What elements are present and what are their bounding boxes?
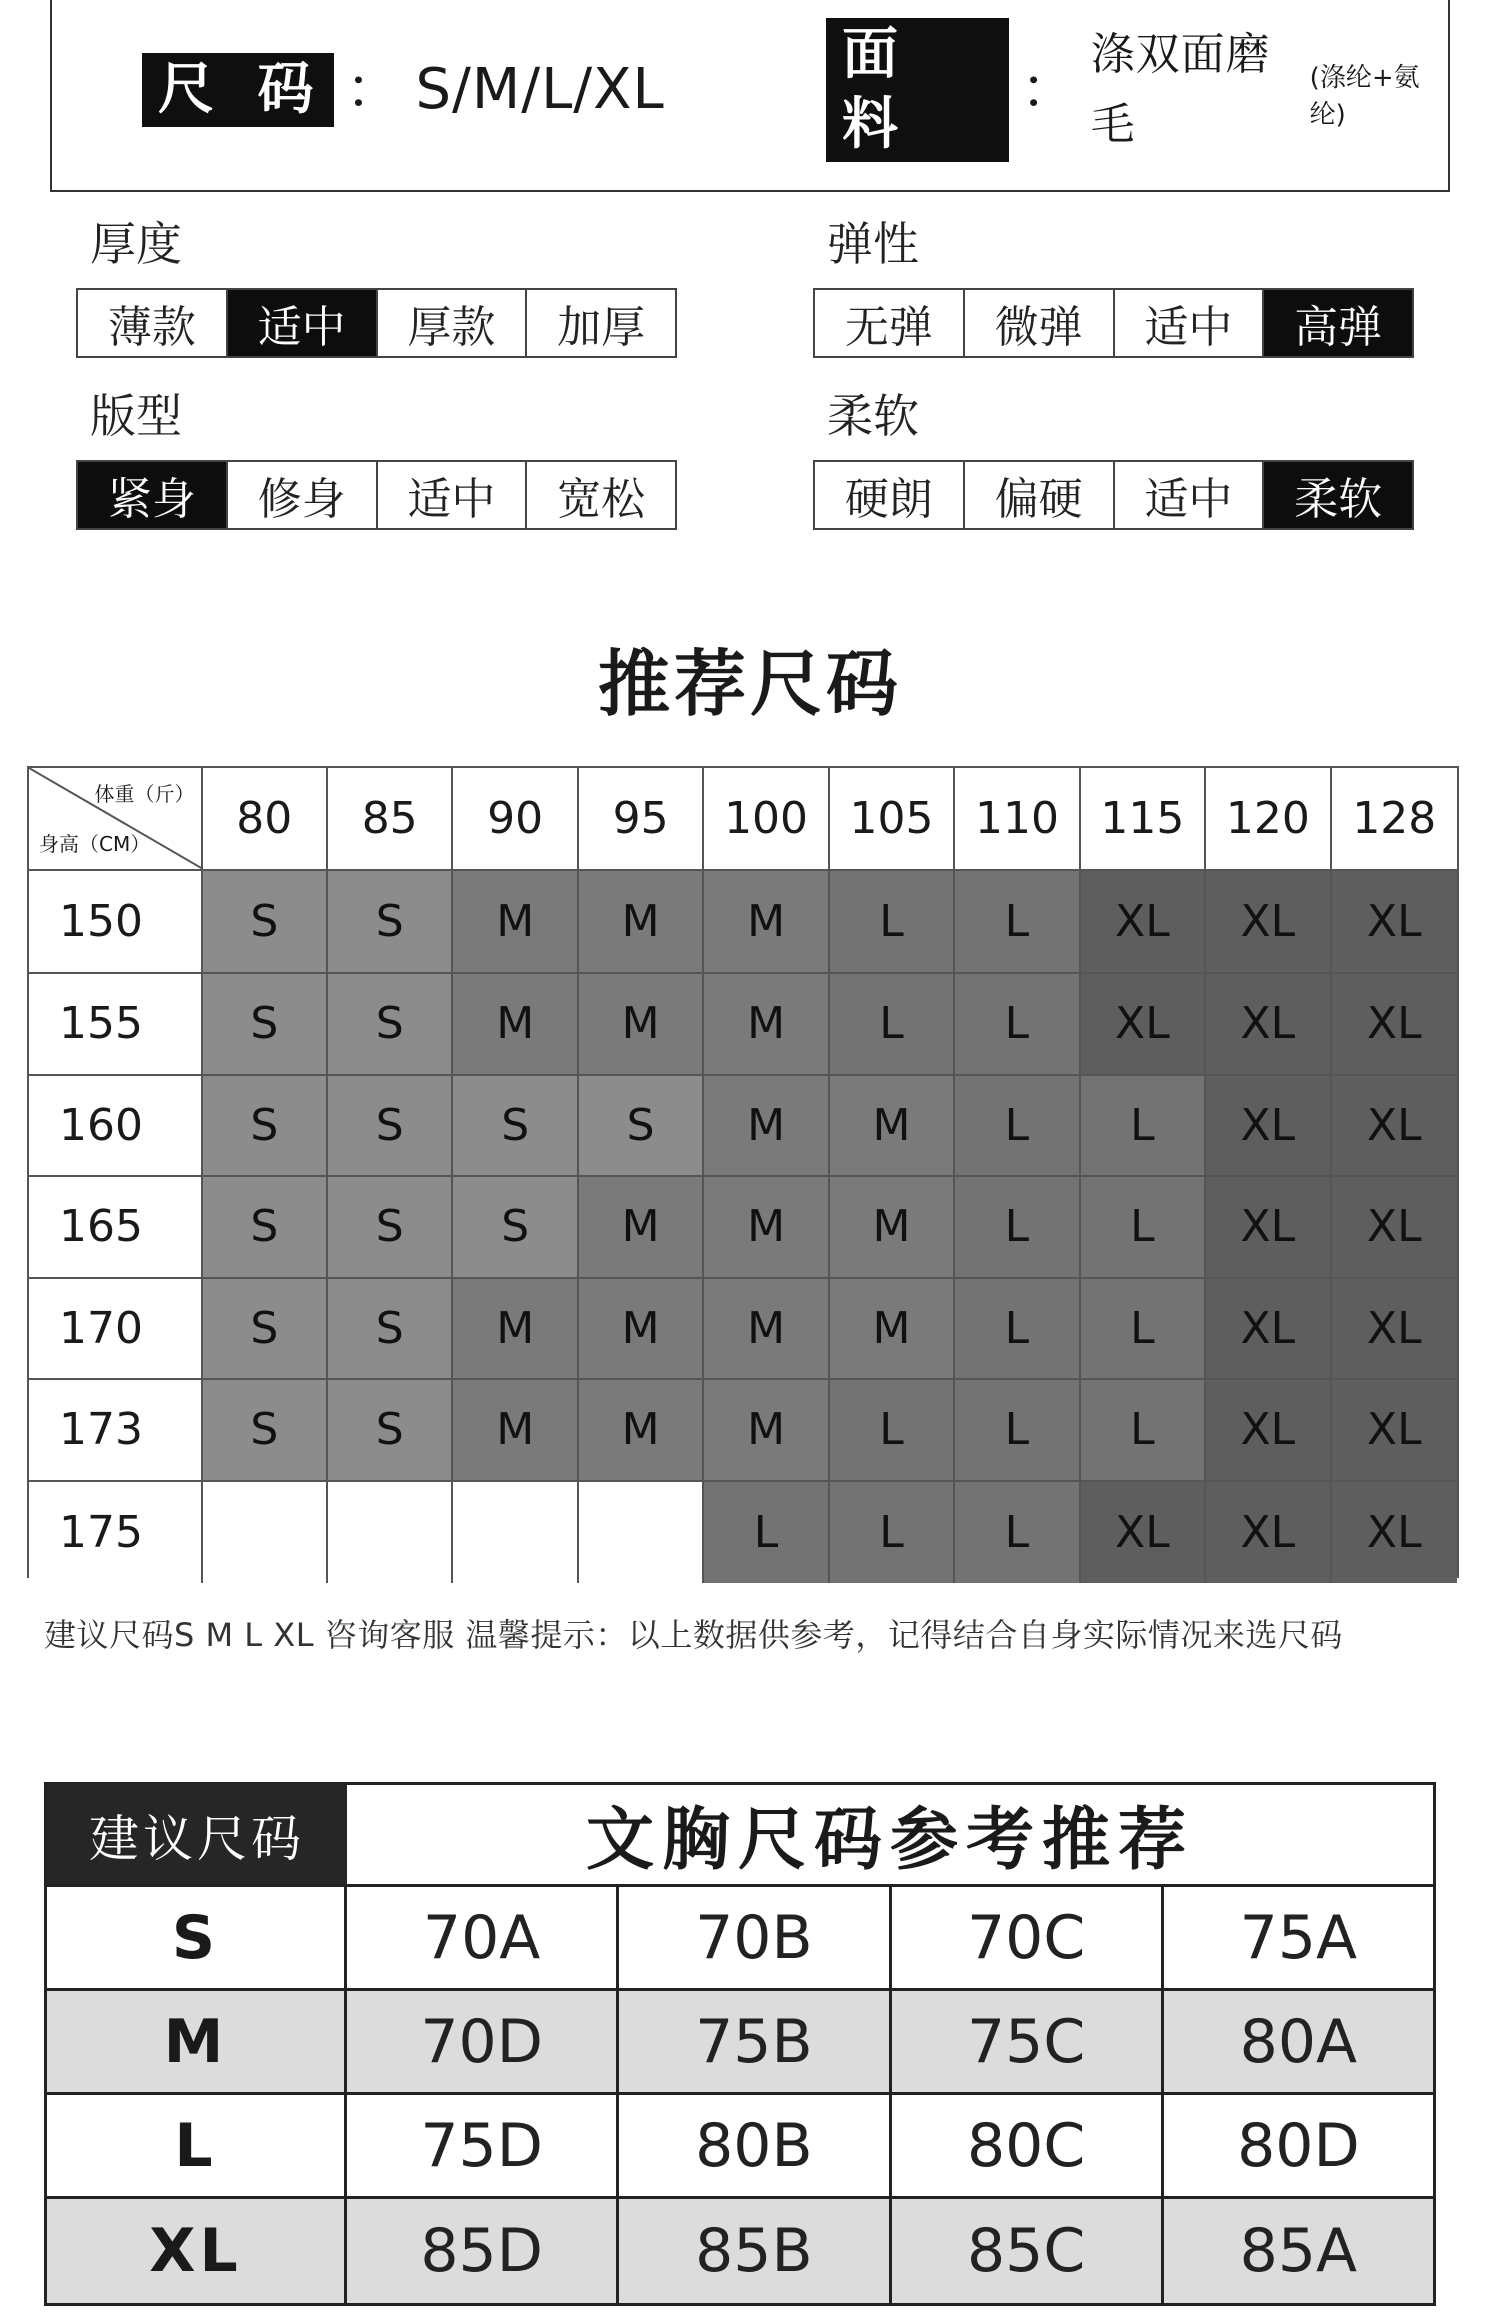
size-cell: S bbox=[203, 1380, 328, 1482]
size-cell: M bbox=[579, 1279, 704, 1381]
size-cell: L bbox=[955, 1076, 1080, 1178]
softness-option: 适中 bbox=[1115, 462, 1265, 528]
fit-option: 适中 bbox=[378, 462, 528, 528]
size-cell: XL bbox=[1206, 1279, 1331, 1381]
weight-axis-label: 体重（斤） bbox=[94, 782, 195, 806]
size-hint: 建议尺码S M L XL 咨询客服 温馨提示：以上数据供参考，记得结合自身实际情况来选尺码 bbox=[44, 1616, 1343, 1654]
bra-row bbox=[47, 1887, 1433, 1991]
size-cell: M bbox=[704, 974, 829, 1076]
fit-attr bbox=[76, 388, 677, 530]
weight-header: 80 bbox=[203, 768, 328, 871]
grid-header-row bbox=[29, 768, 1457, 871]
size-cell: S bbox=[203, 974, 328, 1076]
size-cell: S bbox=[579, 1076, 704, 1178]
fit-scale bbox=[76, 460, 677, 530]
weight-header: 115 bbox=[1081, 768, 1206, 871]
size-cell: L bbox=[955, 974, 1080, 1076]
size-cell: M bbox=[579, 871, 704, 974]
bra-cup-size: 80A bbox=[1239, 2006, 1358, 2077]
size-cell: M bbox=[579, 974, 704, 1076]
fit-option: 宽松 bbox=[527, 462, 675, 528]
size-cell: XL bbox=[1332, 1482, 1457, 1584]
size-cell: M bbox=[579, 1380, 704, 1482]
size-cell: M bbox=[579, 1177, 704, 1279]
fabric-note: (涤纶+氨纶) bbox=[1309, 63, 1420, 130]
bra-cup-size: 70D bbox=[347, 1991, 619, 2092]
weight-header: 105 bbox=[830, 768, 955, 871]
size-cell: S bbox=[328, 871, 453, 974]
fit-option: 紧身 bbox=[78, 462, 228, 528]
bra-body bbox=[47, 1887, 1433, 2303]
size-spec bbox=[142, 50, 665, 130]
size-cell: L bbox=[955, 1380, 1080, 1482]
size-cell: L bbox=[704, 1482, 829, 1584]
bra-cup-size: 70B bbox=[619, 1887, 891, 1988]
height-label: 160 bbox=[29, 1076, 203, 1178]
size-cell: XL bbox=[1081, 871, 1206, 974]
size-cell: XL bbox=[1081, 974, 1206, 1076]
size-cell: M bbox=[704, 871, 829, 974]
height-label: 155 bbox=[29, 974, 203, 1076]
grid-row bbox=[29, 1076, 1457, 1178]
size-value: S/M/L/XL bbox=[415, 57, 665, 122]
fabric-label: 面 料 bbox=[826, 18, 1009, 162]
bra-size-label: XL bbox=[47, 2199, 347, 2303]
bra-size-table bbox=[44, 1782, 1436, 2306]
thickness-scale bbox=[76, 288, 677, 358]
weight-header: 90 bbox=[453, 768, 578, 871]
height-label: 170 bbox=[29, 1279, 203, 1381]
size-cell: XL bbox=[1206, 974, 1331, 1076]
grid-row bbox=[29, 1482, 1457, 1584]
size-cell: M bbox=[453, 1380, 578, 1482]
bra-row bbox=[47, 1991, 1433, 2095]
size-cell: S bbox=[203, 1177, 328, 1279]
size-cell: L bbox=[830, 1380, 955, 1482]
thickness-option: 薄款 bbox=[78, 290, 228, 356]
elasticity-attr bbox=[813, 216, 1414, 358]
size-cell: M bbox=[704, 1177, 829, 1279]
size-cell: XL bbox=[1332, 1076, 1457, 1178]
size-cell: L bbox=[955, 1177, 1080, 1279]
height-label: 175 bbox=[29, 1482, 203, 1584]
size-cell: XL bbox=[1081, 1482, 1206, 1584]
size-cell: S bbox=[328, 974, 453, 1076]
size-cell: XL bbox=[1332, 1380, 1457, 1482]
grid-row bbox=[29, 1279, 1457, 1381]
thickness-option: 适中 bbox=[228, 290, 378, 356]
size-cell: S bbox=[203, 1076, 328, 1178]
bra-cup-size: 80B bbox=[619, 2095, 891, 2196]
size-cell: XL bbox=[1206, 1177, 1331, 1279]
size-grid bbox=[27, 766, 1459, 1578]
recommend-title: 推荐尺码 bbox=[597, 642, 902, 726]
size-cell: XL bbox=[1332, 871, 1457, 974]
size-cell: XL bbox=[1332, 1177, 1457, 1279]
weight-header: 95 bbox=[579, 768, 704, 871]
fabric-value: 涤双面磨毛 bbox=[1090, 29, 1271, 150]
elasticity-scale bbox=[813, 288, 1414, 358]
thickness-attr bbox=[76, 216, 677, 358]
bra-title: 文胸尺码参考推荐 bbox=[585, 1801, 1194, 1880]
size-cell: M bbox=[453, 871, 578, 974]
size-cell: L bbox=[955, 1279, 1080, 1381]
height-label: 150 bbox=[29, 871, 203, 974]
elasticity-option: 无弹 bbox=[815, 290, 965, 356]
weight-header: 120 bbox=[1206, 768, 1331, 871]
grid-row bbox=[29, 1177, 1457, 1279]
size-cell bbox=[203, 1482, 328, 1584]
bra-cup-size: 75D bbox=[347, 2095, 619, 2196]
size-cell: S bbox=[328, 1177, 453, 1279]
softness-title: 柔软 bbox=[827, 389, 919, 443]
size-cell: S bbox=[328, 1380, 453, 1482]
fit-option: 修身 bbox=[228, 462, 378, 528]
bra-badge: 建议尺码 bbox=[47, 1785, 347, 1884]
softness-scale bbox=[813, 460, 1414, 530]
elasticity-option: 微弹 bbox=[965, 290, 1115, 356]
softness-option: 硬朗 bbox=[815, 462, 965, 528]
size-cell: S bbox=[328, 1076, 453, 1178]
size-cell: M bbox=[704, 1076, 829, 1178]
bra-table-header bbox=[47, 1785, 1433, 1887]
fabric-colon: ： bbox=[1020, 57, 1077, 122]
size-label: 尺 码 bbox=[142, 53, 334, 127]
bra-size-label: S bbox=[47, 1887, 347, 1988]
softness-option: 偏硬 bbox=[965, 462, 1115, 528]
size-cell: M bbox=[453, 974, 578, 1076]
size-colon: ： bbox=[345, 57, 402, 122]
size-cell: XL bbox=[1206, 1076, 1331, 1178]
size-cell: L bbox=[830, 871, 955, 974]
grid-row bbox=[29, 871, 1457, 974]
bra-row bbox=[47, 2095, 1433, 2199]
weight-header: 100 bbox=[704, 768, 829, 871]
bra-cup-size: 85B bbox=[619, 2199, 891, 2303]
weight-header: 128 bbox=[1332, 768, 1457, 871]
grid-body bbox=[29, 871, 1457, 1583]
size-cell: L bbox=[1081, 1076, 1206, 1178]
fit-title: 版型 bbox=[90, 389, 182, 443]
size-cell: L bbox=[1081, 1380, 1206, 1482]
bra-cup-size: 70A bbox=[347, 1887, 619, 1988]
size-cell: M bbox=[830, 1177, 955, 1279]
bra-cup-size: 70C bbox=[892, 1887, 1164, 1988]
fabric-spec bbox=[826, 22, 1448, 157]
softness-option: 柔软 bbox=[1264, 462, 1412, 528]
size-cell: XL bbox=[1206, 1482, 1331, 1584]
size-cell: L bbox=[1081, 1279, 1206, 1381]
thickness-option: 加厚 bbox=[527, 290, 675, 356]
height-label: 173 bbox=[29, 1380, 203, 1482]
bra-cup-size: 80D bbox=[1237, 2110, 1360, 2181]
size-cell: L bbox=[1081, 1177, 1206, 1279]
grid-row bbox=[29, 974, 1457, 1076]
size-cell: M bbox=[453, 1279, 578, 1381]
size-cell: M bbox=[830, 1279, 955, 1381]
weight-header: 85 bbox=[328, 768, 453, 871]
thickness-option: 厚款 bbox=[378, 290, 528, 356]
bra-cup-size: 75A bbox=[1239, 1902, 1358, 1973]
size-cell: L bbox=[830, 974, 955, 1076]
bra-cup-size: 80C bbox=[892, 2095, 1164, 2196]
elasticity-title: 弹性 bbox=[827, 217, 919, 271]
bra-cup-size: 75B bbox=[619, 1991, 891, 2092]
height-label: 165 bbox=[29, 1177, 203, 1279]
elasticity-option: 适中 bbox=[1115, 290, 1265, 356]
bra-row bbox=[47, 2199, 1433, 2303]
size-cell: S bbox=[328, 1279, 453, 1381]
bra-cup-size: 75C bbox=[892, 1991, 1164, 2092]
bra-cup-size: 85D bbox=[347, 2199, 619, 2303]
size-cell bbox=[579, 1482, 704, 1584]
bra-size-label: M bbox=[47, 1991, 347, 2092]
size-cell: L bbox=[955, 1482, 1080, 1584]
grid-row bbox=[29, 1380, 1457, 1482]
size-cell: XL bbox=[1332, 974, 1457, 1076]
size-cell: XL bbox=[1206, 871, 1331, 974]
size-cell: XL bbox=[1332, 1279, 1457, 1381]
size-cell: M bbox=[830, 1076, 955, 1178]
height-axis-label: 身高（CM） bbox=[39, 832, 151, 856]
size-cell: S bbox=[453, 1076, 578, 1178]
bra-cup-size: 85C bbox=[892, 2199, 1164, 2303]
thickness-title: 厚度 bbox=[90, 217, 182, 271]
size-cell: S bbox=[203, 871, 328, 974]
size-cell: L bbox=[830, 1482, 955, 1584]
size-cell: M bbox=[704, 1380, 829, 1482]
size-cell bbox=[328, 1482, 453, 1584]
size-cell: L bbox=[955, 871, 1080, 974]
size-cell: S bbox=[203, 1279, 328, 1381]
size-cell: M bbox=[704, 1279, 829, 1381]
size-cell bbox=[453, 1482, 578, 1584]
bra-size-label: L bbox=[47, 2095, 347, 2196]
weight-header: 110 bbox=[955, 768, 1080, 871]
softness-attr bbox=[813, 388, 1414, 530]
spec-box bbox=[50, 0, 1450, 192]
size-cell: S bbox=[453, 1177, 578, 1279]
grid-corner bbox=[29, 768, 203, 871]
size-cell: XL bbox=[1206, 1380, 1331, 1482]
bra-cup-size: 85A bbox=[1239, 2216, 1358, 2286]
elasticity-option: 高弹 bbox=[1264, 290, 1412, 356]
